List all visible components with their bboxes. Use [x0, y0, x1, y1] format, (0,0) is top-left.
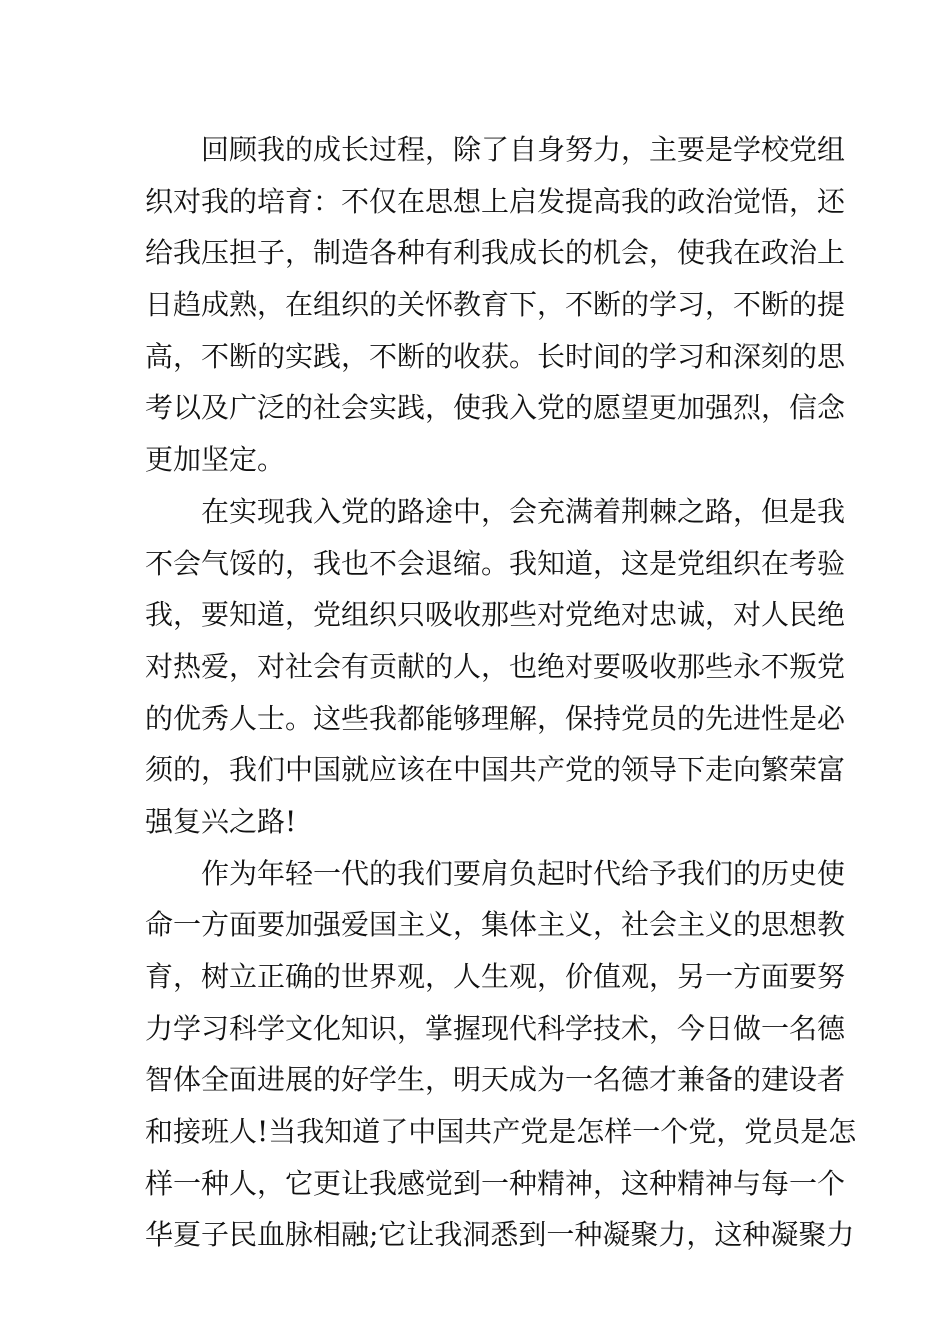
text-line: 更加坚定。 [145, 443, 286, 477]
document-body [145, 124, 857, 1261]
text-line: 力学习科学文化知识，掌握现代科学技术，今日做一名德 [145, 1011, 846, 1045]
text-line: 育，树立正确的世界观，人生观，价值观，另一方面要努 [145, 960, 846, 993]
text-line: 在实现我入党的路途中，会充满着荆棘之路，但是我 [201, 494, 846, 528]
text-line: 对热爱，对社会有贡献的人，也绝对要吸收那些永不叛党 [145, 649, 846, 683]
text-line: 华夏子民血脉相融;它让我洞悉到一种凝聚力，这种凝聚力 [145, 1218, 855, 1252]
text-line: 的优秀人士。这些我都能够理解，保持党员的先进性是必 [145, 701, 846, 735]
text-line: 回顾我的成长过程，除了自身努力，主要是学校党组 [201, 133, 846, 166]
text-line: 高，不断的实践，不断的收获。长时间的学习和深刻的思 [145, 339, 846, 373]
text-line: 须的，我们中国就应该在中国共产党的领导下走向繁荣富 [145, 753, 846, 787]
text-line: 命一方面要加强爱国主义，集体主义，社会主义的思想教 [145, 908, 846, 942]
text-line: 我，要知道，党组织只吸收那些对党绝对忠诚，对人民绝 [145, 598, 846, 632]
text-line: 不会气馁的，我也不会退缩。我知道，这是党组织在考验 [145, 546, 846, 580]
paragraph-3 [145, 848, 857, 1262]
paragraph-1 [145, 124, 846, 486]
text-line: 日趋成熟，在组织的关怀教育下，不断的学习，不断的提 [145, 288, 846, 322]
paragraph-2 [145, 486, 846, 848]
text-line: 智体全面进展的好学生，明天成为一名德才兼备的建设者 [145, 1063, 846, 1097]
text-line: 样一种人，它更让我感觉到一种精神，这种精神与每一个 [145, 1166, 846, 1200]
text-line: 强复兴之路! [145, 804, 297, 838]
text-line: 和接班人!当我知道了中国共产党是怎样一个党，党员是怎 [145, 1115, 857, 1149]
text-line: 给我压担子，制造各种有利我成长的机会，使我在政治上 [145, 236, 846, 270]
text-line: 考以及广泛的社会实践，使我入党的愿望更加强烈，信念 [145, 391, 846, 425]
text-line: 织对我的培育：不仅在思想上启发提高我的政治觉悟，还 [145, 184, 846, 218]
text-line: 作为年轻一代的我们要肩负起时代给予我们的历史使 [201, 856, 846, 890]
